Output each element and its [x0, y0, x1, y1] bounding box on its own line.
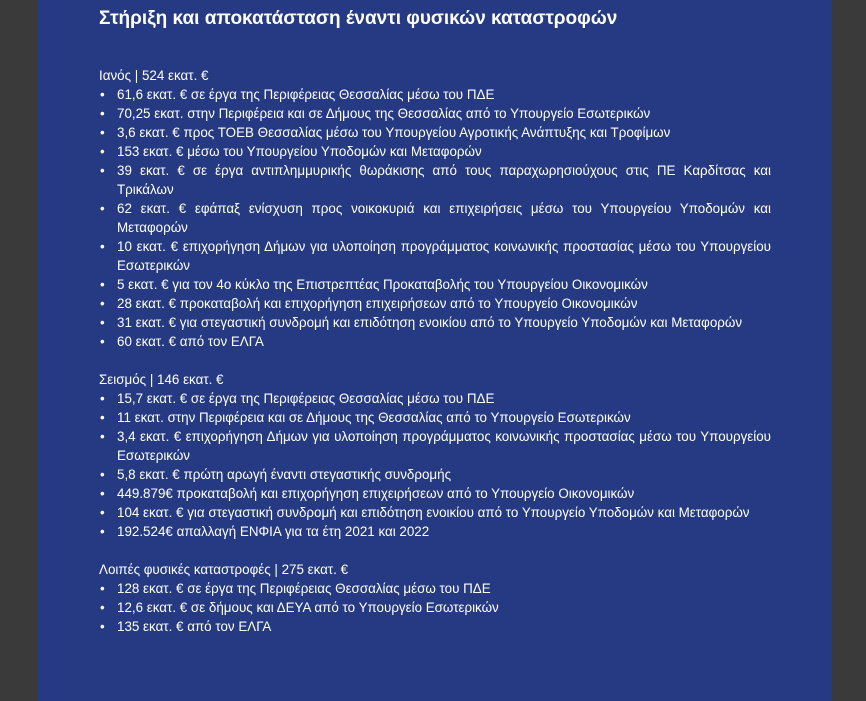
section-ianos	[99, 66, 771, 351]
section-heading: Σεισμός | 146 εκατ. €	[99, 372, 224, 387]
list-item: • 5 εκατ. € για τον 4ο κύκλο της Επιστρεπτέας Προκαταβολής του Υπουργείου Οικονομικών	[99, 275, 771, 294]
list-item: • 39 εκατ. € σε έργα αντιπλημμυρικής θωράκισης από τους παραχωρησιούχους στις ΠΕ Καρδίτσας και Τρικάλων	[99, 161, 771, 199]
section-other-disasters	[99, 560, 771, 636]
list-item: • 10 εκατ. € επιχορήγηση Δήμων για υλοποίηση προγράμματος κοινωνικής προστασίας μέσω του Υπουργείου Εσωτερικών	[99, 237, 771, 275]
list-item: • 11 εκατ. στην Περιφέρεια και σε Δήμους της Θεσσαλίας από το Υπουργείο Εσωτερικών	[99, 408, 771, 427]
list-item: • 62 εκατ. € εφάπαξ ενίσχυση προς νοικοκυριά και επιχειρήσεις μέσω του Υπουργείου Υποδομών και Μεταφορών	[99, 199, 771, 237]
list-item: • 28 εκατ. € προκαταβολή και επιχορήγηση επιχειρήσεων από το Υπουργείο Οικονομικών	[99, 294, 771, 313]
content	[99, 66, 771, 655]
section-heading: Λοιπές φυσικές καταστροφές | 275 εκατ. €	[99, 562, 349, 577]
list-item: • 12,6 εκατ. € σε δήμους και ΔΕΥΑ από το Υπουργείο Εσωτερικών	[99, 598, 771, 617]
bullet-list	[99, 389, 771, 541]
list-item: • 61,6 εκατ. € σε έργα της Περιφέρειας Θεσσαλίας μέσω του ΠΔΕ	[99, 85, 771, 104]
list-item: • 5,8 εκατ. € πρώτη αρωγή έναντι στεγαστικής συνδρομής	[99, 465, 771, 484]
page-title: Στήριξη και αποκατάσταση έναντι φυσικών καταστροφών	[99, 8, 618, 29]
list-item: • 192.524€ απαλλαγή ΕΝΦΙΑ για τα έτη 2021 και 2022	[99, 522, 771, 541]
list-item: • 449.879€ προκαταβολή και επιχορήγηση επιχειρήσεων από το Υπουργείο Οικονομικών	[99, 484, 771, 503]
list-item: • 70,25 εκατ. στην Περιφέρεια και σε Δήμους της Θεσσαλίας από το Υπουργείο Εσωτερικών	[99, 104, 771, 123]
bullet-list	[99, 85, 771, 351]
list-item: • 128 εκατ. € σε έργα της Περιφέρειας Θεσσαλίας μέσω του ΠΔΕ	[99, 579, 771, 598]
list-item: • 135 εκατ. € από τον ΕΛΓΑ	[99, 617, 771, 636]
list-item: • 104 εκατ. € για στεγαστική συνδρομή και επιδότηση ενοικίου από το Υπουργείο Υποδομών και Μεταφορών	[99, 503, 771, 522]
bullet-list	[99, 579, 771, 636]
list-item: • 3,6 εκατ. € προς ΤΟΕΒ Θεσσαλίας μέσω του Υπουργείου Αγροτικής Ανάπτυξης και Τροφίμων	[99, 123, 771, 142]
section-seismos	[99, 370, 771, 541]
list-item: • 31 εκατ. € για στεγαστική συνδρομή και επιδότηση ενοικίου από το Υπουργείο Υποδομών και Μεταφορών	[99, 313, 771, 332]
list-item: • 3,4 εκατ. € επιχορήγηση Δήμων για υλοποίηση προγράμματος κοινωνικής προστασίας μέσω του Υπουργείου Εσωτερικών	[99, 427, 771, 465]
list-item: • 153 εκατ. € μέσω του Υπουργείου Υποδομών και Μεταφορών	[99, 142, 771, 161]
list-item: • 60 εκατ. € από τον ΕΛΓΑ	[99, 332, 771, 351]
document-page	[38, 0, 832, 701]
section-heading: Ιανός | 524 εκατ. €	[99, 68, 209, 83]
list-item: • 15,7 εκατ. € σε έργα της Περιφέρειας Θεσσαλίας μέσω του ΠΔΕ	[99, 389, 771, 408]
